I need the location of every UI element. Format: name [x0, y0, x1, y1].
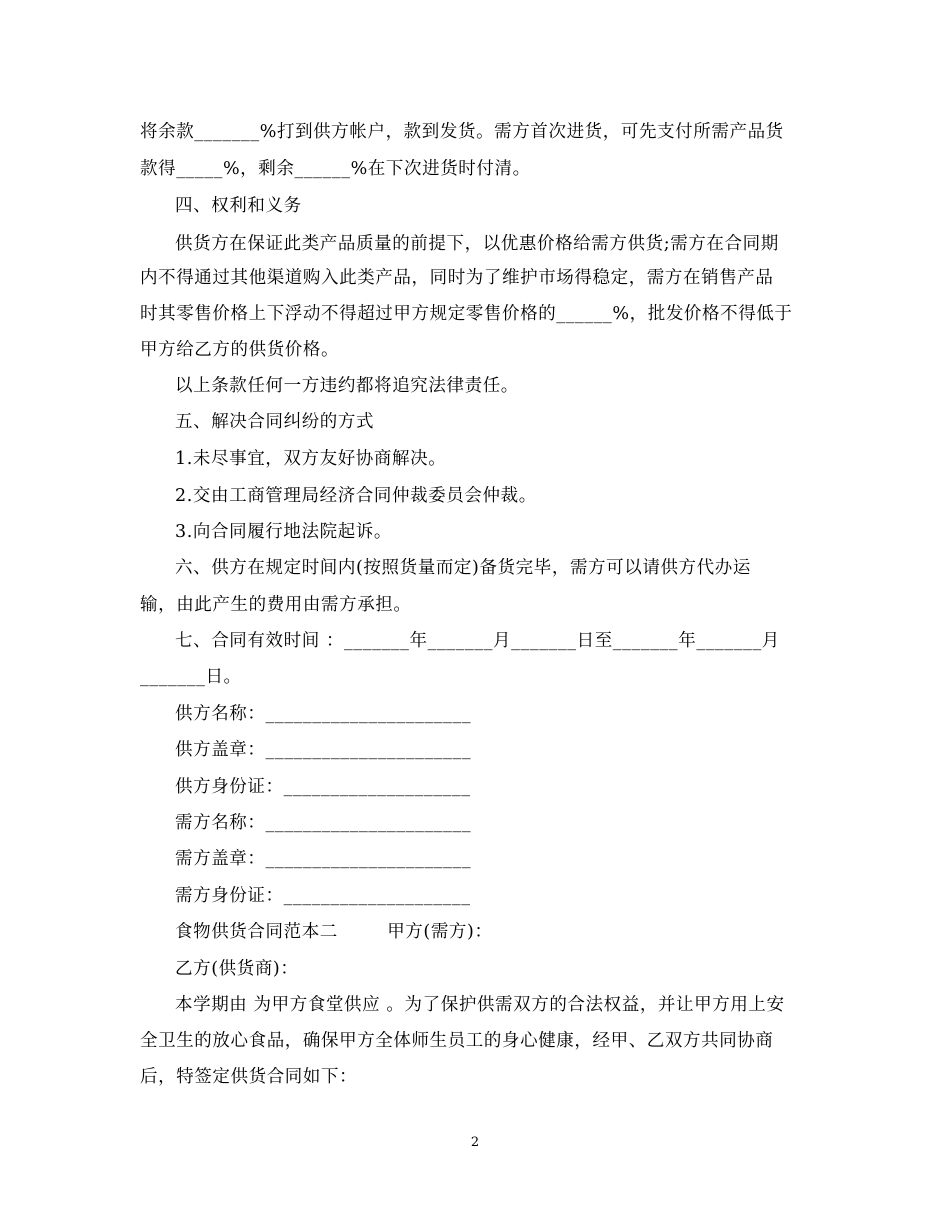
- paragraph-line: 六、供方在规定时间内(按照货量而定)备货完毕，需方可以请供方代办运: [175, 558, 751, 578]
- paragraph-line: 七、合同有效时间 ：_______年_______月_______日至_______年_______月: [175, 631, 780, 651]
- paragraph-line: _______日。: [140, 667, 242, 687]
- signature-field: 供方名称：______________________: [175, 704, 472, 724]
- section-heading-contract-two: 食物供货合同范本二 甲方(需方)：: [175, 922, 493, 942]
- signature-field: 需方盖章：______________________: [175, 849, 472, 869]
- paragraph-line: 以上条款任何一方违约都将追究法律责任。: [175, 376, 519, 396]
- paragraph-line: 输，由此产生的费用由需方承担。: [140, 595, 412, 615]
- section-heading-rights-obligations: 四、权利和义务: [175, 196, 302, 216]
- list-item: 1.未尽事宜，双方友好协商解决。: [175, 449, 447, 469]
- paragraph-line: 款得_____%，剩余______%在下次进货时付清。: [140, 159, 531, 179]
- signature-field: 需方身份证：____________________: [175, 886, 471, 906]
- paragraph-line: 内不得通过其他渠道购入此类产品，同时为了维护市场得稳定，需方在销售产品: [140, 268, 774, 288]
- section-heading-dispute-resolution: 五、解决合同纠纷的方式: [175, 412, 375, 432]
- paragraph-line: 供货方在保证此类产品质量的前提下，以优惠价格给需方供货;需方在合同期: [175, 234, 779, 254]
- paragraph-line: 后，特签定供货合同如下：: [140, 1067, 358, 1087]
- paragraph-line: 本学期由 为甲方食堂供应 。为了保护供需双方的合法权益，并让甲方用上安: [175, 995, 785, 1015]
- signature-field: 供方身份证：____________________: [175, 777, 471, 797]
- list-item: 3.向合同履行地法院起诉。: [175, 522, 392, 542]
- page-number: 2: [470, 1135, 480, 1150]
- signature-field: 供方盖章：______________________: [175, 740, 472, 760]
- paragraph-line: 时其零售价格上下浮动不得超过甲方规定零售价格的______%，批发价格不得低于: [140, 304, 793, 324]
- paragraph-line: 全卫生的放心食品，确保甲方全体师生员工的身心健康，经甲、乙双方共同协商: [140, 1031, 774, 1051]
- paragraph-line: 乙方(供货商)：: [175, 959, 299, 979]
- paragraph-line: 甲方给乙方的供货价格。: [140, 340, 340, 360]
- paragraph-line: 将余款_______%打到供方帐户，款到发货。需方首次进货，可先支付所需产品货: [140, 122, 784, 142]
- list-item: 2.交由工商管理局经济合同仲裁委员会仲裁。: [175, 486, 537, 506]
- signature-field: 需方名称：______________________: [175, 813, 472, 833]
